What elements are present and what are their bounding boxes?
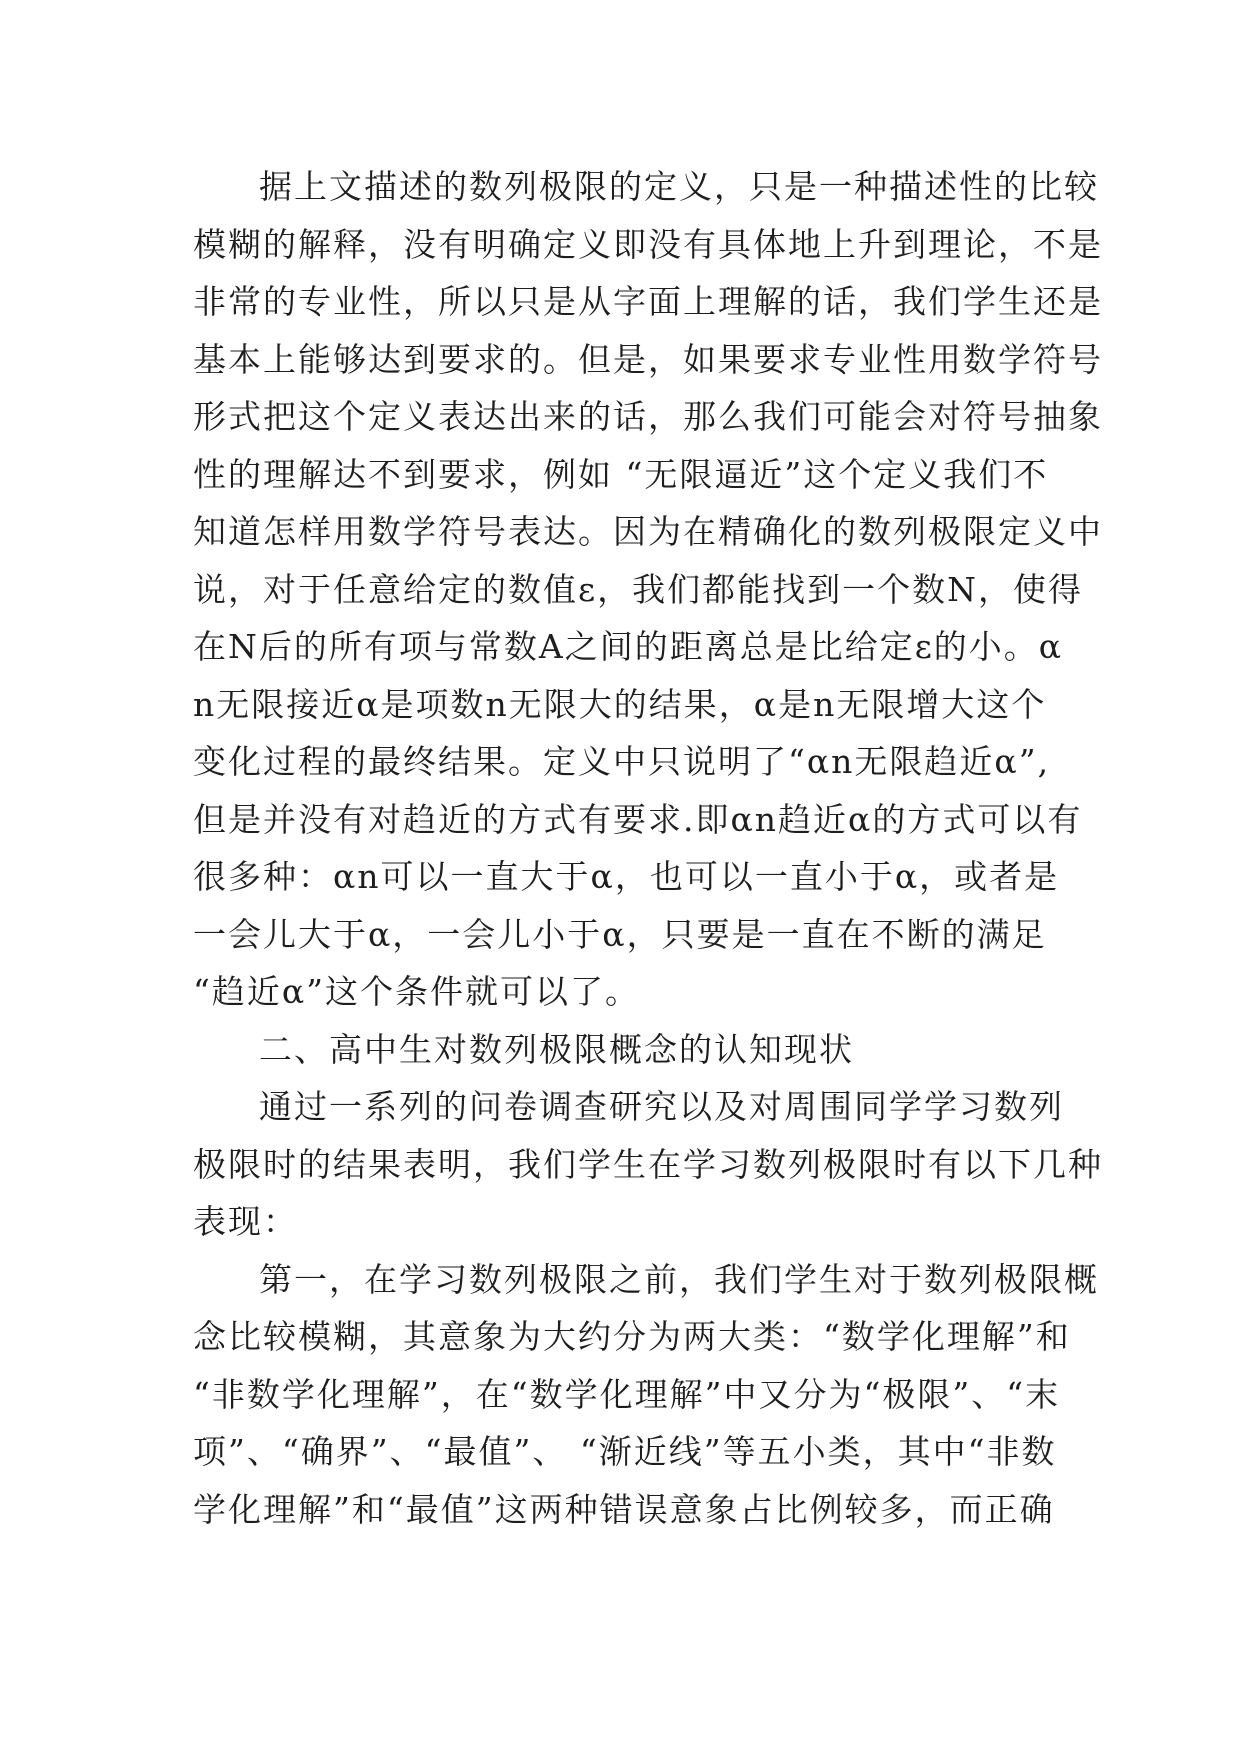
text-line: 变化过程的最终结果。定义中只说明了“αn无限趋近α”, [193,742,1051,781]
text-line: 性的理解达不到要求，例如 “无限逼近”这个定义我们不 [193,454,1049,494]
text-line: “趋近α”这个条件就可以了。 [193,972,641,1011]
text-line: 非常的专业性，所以只是从字面上理解的话，我们学生还是 [193,282,1103,321]
text-line: 第一，在学习数列极限之前，我们学生对于数列极限概 [259,1259,1099,1299]
text-line: 很多种：αn可以一直大于α，也可以一直小于α，或者是 [193,857,1060,896]
text-line: 说，对于任意给定的数值ε，我们都能找到一个数N，使得 [193,569,1083,609]
text-line: 学化理解”和“最值”这两种错误意象占比例较多，而正确 [193,1489,1055,1529]
text-line: 据上文描述的数列极限的定义，只是一种描述性的比较 [259,167,1099,206]
text-line: 项”、“确界”、“最值”、 “渐近线”等五小类，其中“非数 [193,1432,1057,1471]
text-line: 念比较模糊，其意象为大约分为两大类：“数学化理解”和 [193,1317,1071,1356]
text-line: “非数学化理解”，在“数学化理解”中又分为“极限”、“末 [193,1374,1061,1414]
text-line: 基本上能够达到要求的。但是，如果要求专业性用数学符号 [193,339,1103,379]
text-line: 在N后的所有项与常数A之间的距离总是比给定ε的小。α [193,627,1064,666]
text-line: 形式把这个定义表达出来的话，那么我们可能会对符号抽象 [193,397,1103,436]
body-text [193,158,1103,1538]
text-line: 二、高中生对数列极限概念的认知现状 [259,1029,854,1069]
text-line: 模糊的解释，没有明确定义即没有具体地上升到理论，不是 [193,224,1103,264]
text-line: 但是并没有对趋近的方式有要求.即αn趋近α的方式可以有 [193,799,1083,839]
text-line: 极限时的结果表明，我们学生在学习数列极限时有以下几种 [193,1144,1103,1184]
text-line: 表现： [193,1202,298,1241]
text-line: n无限接近α是项数n无限大的结果，α是n无限增大这个 [193,684,1047,724]
text-line: 知道怎样用数学符号表达。因为在精确化的数列极限定义中 [193,512,1103,551]
text-line: 通过一系列的问卷调查研究以及对周围同学学习数列 [259,1087,1064,1126]
text-line: 一会儿大于α，一会儿小于α，只要是一直在不断的满足 [193,914,1047,954]
